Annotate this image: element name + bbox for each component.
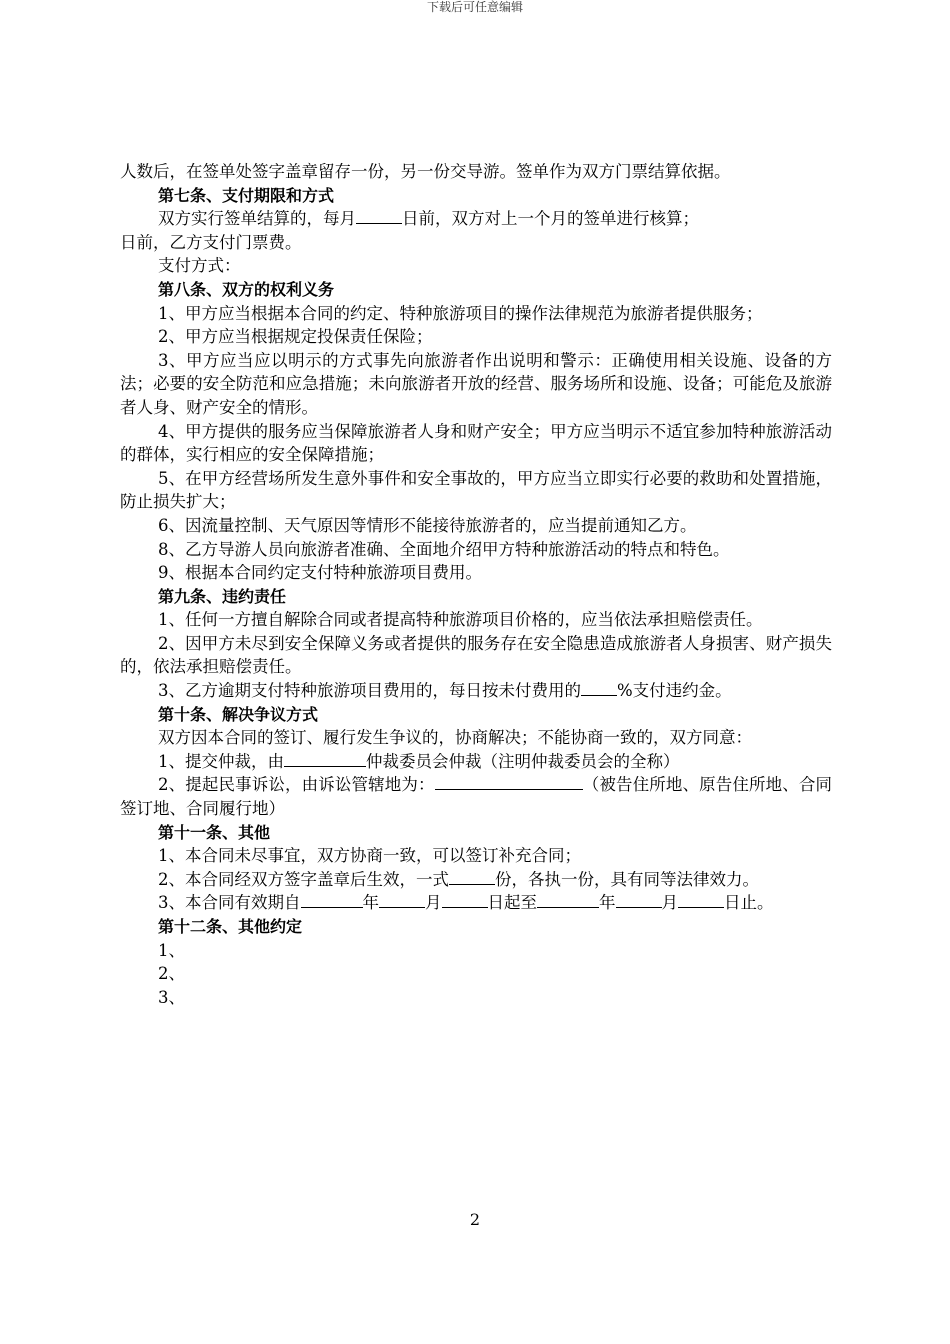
blank-field [301,892,363,908]
paragraph: 3、 [158,987,185,1007]
paragraph: 日前，乙方支付门票费。 [120,232,302,252]
paragraph: 1、本合同未尽事宜，双方协商一致，可以签订补充合同； [158,846,581,866]
blank-field [449,869,495,885]
paragraph: 5、在甲方经营场所发生意外事件和安全事故的，甲方应当立即实行必要的救助和处置措施，防止损失扩大； [120,468,832,512]
paragraph: 3、甲方应当应以明示的方式事先向旅游者作出说明和警示：正确使用相关设施、设备的方法；必要的安全防范和应急措施；未向旅游者开放的经营、服务场所和设施、设备；可能危及旅游者人身、财产安全的情形。 [120,350,832,417]
text: （被告住所地、原告住所地、合同签订地、合同履行地） [120,775,832,819]
blank-field [284,751,366,767]
text: 日止。 [724,893,774,913]
section-heading-11: 第十一条、其他 [158,822,271,842]
blank-field [435,774,583,790]
paragraph: 9、根据本合同约定支付特种旅游项目费用。 [158,563,482,583]
blank-field [537,892,599,908]
blank-field [379,892,425,908]
paragraph: 2、 [158,964,185,984]
section-heading-12: 第十二条、其他约定 [158,917,303,936]
paragraph: 1、任何一方擅自解除合同或者提高特种旅游项目价格的，应当依法承担赔偿责任。 [158,610,763,630]
text: 份，各执一份，具有同等法律效力。 [495,869,759,889]
text: 2、本合同经双方签字盖章后生效，一式 [158,869,449,889]
paragraph [120,773,832,820]
page-header: 下载后可任意编辑 [426,0,523,14]
page-number: 2 [469,1210,481,1229]
blank-field [356,208,402,224]
text: 2、提起民事诉讼，由诉讼管辖地为： [158,775,435,795]
paragraph: 8、乙方导游人员向旅游者准确、全面地介绍甲方特种旅游活动的特点和特色。 [158,539,730,559]
paragraph: 1、甲方应当根据本合同的约定、特种旅游项目的操作法律规范为旅游者提供服务； [158,303,763,323]
paragraph [120,750,832,774]
paragraph: 人数后，在签单处签字盖章留存一份，另一份交导游。签单作为双方门票结算依据。 [120,162,731,181]
paragraph [120,679,832,703]
text: 仲裁委员会仲裁（注明仲裁委员会的全称） [366,751,680,771]
paragraph: 4、甲方提供的服务应当保障旅游者人身和财产安全；甲方应当明示不适宜参加特种旅游活动的群体，实行相应的安全保障措施； [120,421,832,465]
text: %支付违约金。 [617,681,732,701]
paragraph: 6、因流量控制、天气原因等情形不能接待旅游者的，应当提前通知乙方。 [158,515,697,535]
section-heading-8: 第八条、双方的权利义务 [158,279,335,299]
text: 日起至 [487,893,537,913]
text: 年 [362,893,379,913]
section-heading-7: 第七条、支付期限和方式 [158,185,335,205]
paragraph: 1、 [158,940,185,960]
blank-field [616,892,662,908]
paragraph [120,891,832,915]
text: 月 [425,893,442,913]
blank-field [442,892,488,908]
paragraph: 2、因甲方未尽到安全保障义务或者提供的服务存在安全隐患造成旅游者人身损害、财产损失的，依法承担赔偿责任。 [120,633,832,677]
section-heading-9: 第九条、违约责任 [158,586,287,606]
text: 日前，双方对上一个月的签单进行核算； [402,209,699,229]
text: 双方实行签单结算的，每月 [158,209,356,229]
text: 月 [661,893,678,913]
text: 年 [599,893,616,913]
blank-field [678,892,724,908]
text: 3、乙方逾期支付特种旅游项目费用的，每日按未付费用的 [158,681,581,701]
paragraph: 支付方式： [158,256,241,276]
text: 3、本合同有效期自 [158,893,301,913]
paragraph [120,868,832,892]
paragraph: 双方因本合同的签订、履行发生争议的，协商解决；不能协商一致的，双方同意： [158,728,752,748]
section-heading-10: 第十条、解决争议方式 [158,704,319,724]
paragraph: 2、甲方应当根据规定投保责任保险； [158,327,433,347]
document-body [120,160,832,1009]
blank-field [581,680,617,696]
text: 1、提交仲裁，由 [158,751,284,771]
paragraph [120,207,832,231]
